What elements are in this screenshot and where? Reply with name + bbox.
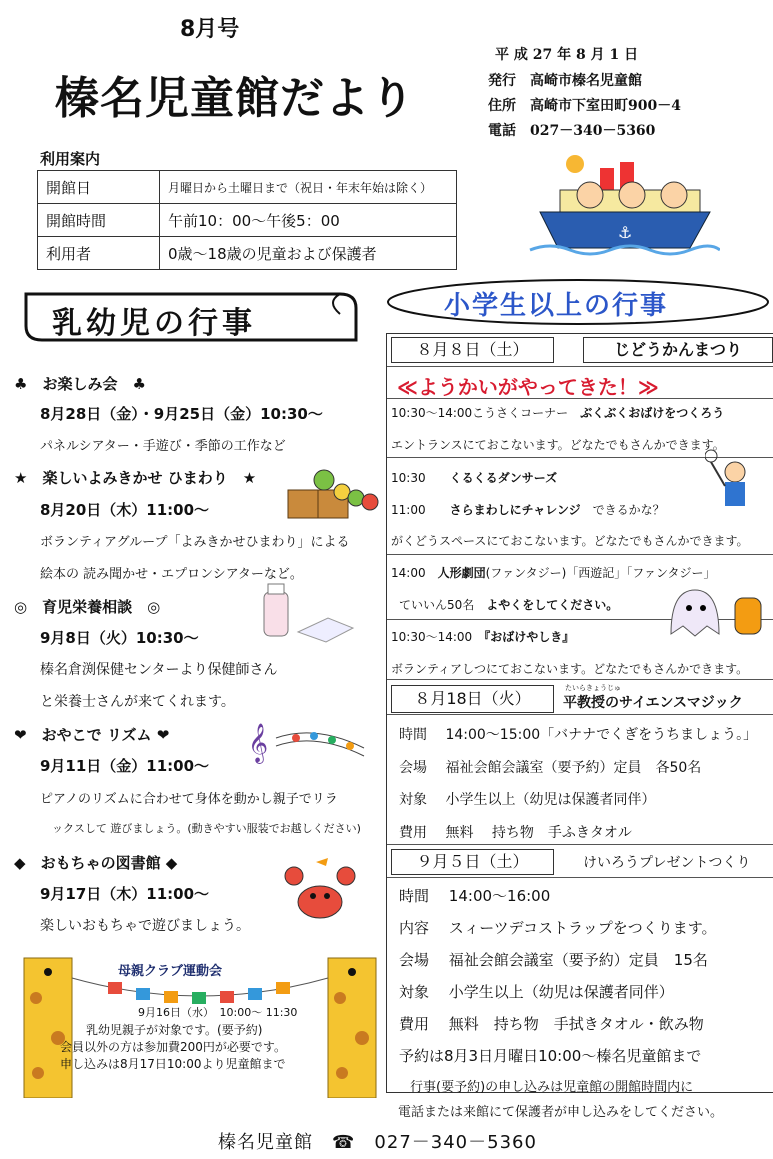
elementary-events-box: [386, 333, 773, 1093]
guide-key: 利用者: [38, 237, 160, 270]
mothers-club-card: [18, 938, 382, 1098]
guide-row: [38, 171, 457, 204]
science-row: 費用 無料 持ち物 手ふきタオル: [399, 825, 632, 841]
festival-note: がくどうスペースにておこないます。どなたでもさんかできます。: [391, 534, 749, 548]
festival-item: 10:30 くるくるダンサーズ: [391, 471, 558, 485]
event-date: 9月17日（木）11:00～: [40, 885, 210, 903]
festival-item: 10:30～14:00こうさくコーナー ぶくぶくおばけをつくろう: [391, 406, 725, 420]
science-ruby: たいらきょうじゅ: [565, 684, 621, 692]
event-desc: ボランティアグループ「よみきかせひまわり」による: [40, 535, 350, 550]
phone-icon: ☎: [332, 1132, 356, 1153]
heart-icon: ❤: [14, 726, 27, 744]
keirou-row: 会場 福祉会館会議室（要予約）定員 15名: [399, 951, 708, 969]
event-date: 9月8日（火）10:30～: [40, 629, 199, 647]
club-icon: ♣: [14, 375, 28, 393]
infant-heading: 乳幼児の行事: [52, 306, 256, 341]
crab-illustration: [280, 856, 360, 932]
guide-value: 0歳～18歳の児童および保護者: [160, 237, 457, 270]
event-title: ♣ お楽しみ会 ♣: [14, 375, 146, 393]
science-row: 会場 福祉会館会議室（要予約）定員 各50名: [399, 760, 702, 776]
guide-value: 午前10：00～午後5：00: [160, 204, 457, 237]
keirou-row: 時間 14:00～16:00: [399, 887, 551, 905]
infant-section-header: [20, 288, 365, 346]
festival-date: ８月８日（土）: [391, 337, 554, 363]
event-date: 8月28日（金）・9月25日（金）10:30～: [40, 405, 323, 423]
festival-note: ボランティアしつにておこないます。どなたでもさんかできます。: [391, 662, 749, 676]
keirou-name: けいろうプレゼントつくり: [583, 855, 751, 871]
science-row: 対象 小学生以上（幼児は保護者同伴）: [399, 792, 656, 808]
event-title: ◆ おもちゃの図書館 ◆: [14, 854, 178, 872]
club-line: 会員以外の方は参加費200円が必要です。: [60, 1040, 286, 1054]
footer-phone: 027－340－5360: [374, 1132, 537, 1153]
event-desc: 絵本の 読み聞かせ・エプロンシアターなど。: [40, 567, 303, 582]
keirou-date: ９月５日（土）: [391, 849, 554, 875]
publisher-line: 発行 高崎市榛名児童館: [488, 73, 642, 89]
event-date: 9月11日（金）11:00～: [40, 757, 210, 775]
elementary-heading: 小学生以上の行事: [444, 291, 669, 321]
bullseye-icon: ◎: [14, 598, 28, 616]
publish-date: 平 成 27 年 8 月 1 日: [495, 47, 639, 63]
guide-value: 月曜日から土曜日まで（祝日・年末年始は除く）: [160, 171, 457, 204]
festival-item: 14:00 人形劇団(ファンタジー)「西遊記」「ファンタジー」: [391, 566, 716, 580]
event-desc: 楽しいおもちゃで遊びましょう。: [40, 918, 250, 934]
festival-item: 10:30～14:00 『おばけやしき』: [391, 630, 575, 644]
dancer-illustration: [705, 442, 765, 522]
festival-item: 11:00 さらまわしにチャレンジ できるかな？: [391, 503, 665, 517]
festival-theme: ≪ようかいがやってきた！≫: [397, 375, 659, 399]
ship-illustration: [520, 150, 720, 265]
reservation-note: [398, 1076, 724, 1120]
club-line: 申し込みは8月17日10:00より児童館まで: [60, 1057, 286, 1071]
event-desc: ックスして 遊びましょう。(動きやすい服装でお越しください): [52, 822, 361, 835]
club-line: 乳幼児親子が対象です。(要予約): [86, 1023, 263, 1037]
keirou-row: 費用 無料 持ち物 手拭きタオル・飲み物: [399, 1015, 704, 1033]
svg-text:⚓: ⚓: [618, 223, 633, 242]
guide-key: 開館時間: [38, 204, 160, 237]
festival-note: エントランスにておこないます。どなたでもさんかできます。: [391, 438, 725, 452]
event-title: ◎ 育児栄養相談 ◎: [14, 598, 161, 616]
festival-name: じどうかんまつり: [583, 337, 773, 363]
phone-line: 電話 027－340－5360: [488, 123, 656, 139]
ghost-illustration: [661, 584, 771, 644]
address-line: 住所 高崎市下室田町900－4: [488, 98, 681, 114]
festival-note: ていいん50名 よやくをしてください。: [399, 598, 619, 612]
event-date: 8月20日（木）11:00～: [40, 501, 210, 519]
science-date: ８月18日（火）: [391, 685, 554, 713]
footer-contact: [218, 1128, 537, 1154]
keirou-row: 対象 小学生以上（幼児は保護者同伴）: [399, 983, 674, 1001]
footer-org: 榛名児童館: [218, 1132, 313, 1153]
reservation-note-line: 行事(要予約)の申し込みは児童館の開館時間内に: [410, 1080, 694, 1095]
club-title: 母親クラブ運動会: [118, 964, 223, 979]
event-desc: ピアノのリズムに合わせて身体を動かし親子でリラ: [40, 792, 338, 807]
club-line: 9月16日（水） 10:00～ 11:30: [138, 1006, 298, 1019]
baby-bottle-illustration: [258, 582, 368, 652]
star-icon: ★: [14, 469, 28, 487]
reservation-note-line: 電話または来館にて保護者が申し込みをしてください。: [398, 1105, 724, 1120]
science-row: 時間 14:00～15:00「バナナでくぎをうちましょう。」: [399, 727, 758, 743]
svg-text:𝄞: 𝄞: [248, 723, 269, 763]
keirou-row: 内容 スィーツデコストラップをつくります。: [399, 919, 717, 937]
event-title: ❤ おやこで リズム ❤: [14, 726, 170, 744]
event-desc: パネルシアター・手遊び・季節の工作など: [40, 439, 286, 454]
keirou-reserve: 予約は8月3日月曜日10:00～榛名児童館まで: [399, 1047, 702, 1065]
guide-key: 開館日: [38, 171, 160, 204]
event-desc: 榛名倉渕保健センターより保健師さん: [40, 662, 278, 678]
event-desc: と栄養士さんが来てくれます。: [40, 694, 235, 710]
newsletter-title: 榛名児童館だより: [55, 73, 415, 124]
guide-heading: 利用案内: [40, 150, 101, 168]
guide-row: [38, 237, 457, 270]
issue-label: 8月号: [180, 17, 240, 42]
science-name: 平教授のサイエンスマジック: [563, 695, 743, 711]
book-caterpillar-illustration: [284, 462, 384, 522]
guide-table: [37, 170, 457, 270]
music-notes-illustration: [246, 718, 366, 766]
event-title: ★ 楽しいよみきかせ ひまわり ★: [14, 469, 257, 487]
diamond-icon: ◆: [14, 854, 26, 872]
guide-row: [38, 204, 457, 237]
elementary-section-header: [386, 278, 773, 326]
